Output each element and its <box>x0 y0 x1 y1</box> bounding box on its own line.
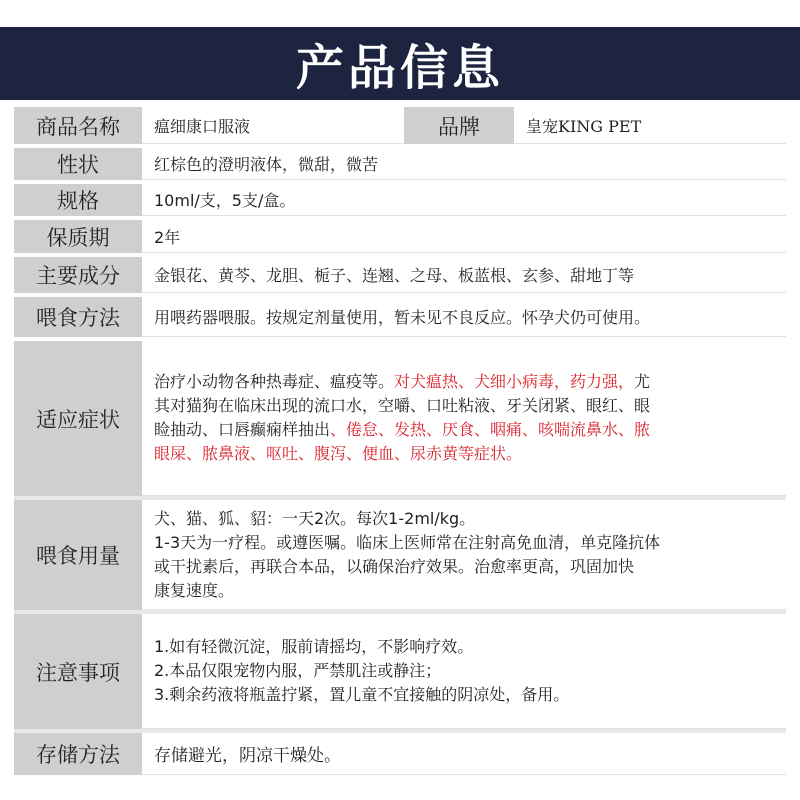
title-banner <box>0 27 800 100</box>
table-row <box>14 500 786 610</box>
text-segment: 治疗小动物各种热毒症、瘟疫等。 <box>154 372 395 391</box>
text-segment: 2.本品仅限宠物内服，严禁肌注或静注； <box>154 661 442 680</box>
row-value <box>142 614 786 729</box>
page-title: 产品信息 <box>295 40 504 96</box>
row-value: 红棕色的澄明液体，微甜，微苦 <box>142 148 786 180</box>
text-segment: 犬、猫、狐、貂：一天2次。每次1-2ml/kg。 <box>154 508 476 528</box>
dosage-text <box>154 507 660 603</box>
text-line <box>154 579 660 603</box>
text-segment: 3.剩余药液将瓶盖拧紧，置儿童不宜接触的阴凉处，备用。 <box>154 685 570 704</box>
row-value: 用喂药器喂服。按规定剂量使用，暂未见不良反应。怀孕犬仍可使用。 <box>142 297 786 337</box>
text-line <box>154 555 660 579</box>
text-line <box>154 659 569 683</box>
text-segment: 1-3天为一疗程。或遵医嘱。临床上医师常在注射高免血清，单克隆抗体 <box>154 532 661 552</box>
highlight-text: 、倦怠、发热、厌食、咽痛、咳喘流鼻水、脓 <box>330 420 651 439</box>
text-segment: 或干扰素后，再联合本品，以确保治疗效果。治愈率更高，巩固加快 <box>154 556 635 576</box>
text-segment: 尤 <box>634 372 651 391</box>
table-row <box>14 341 786 496</box>
brand-value: 皇宠KING PET <box>514 107 786 144</box>
row-value: 2年 <box>142 220 786 253</box>
text-line <box>154 394 650 418</box>
text-line <box>154 418 650 442</box>
highlight-text: 眼屎、脓鼻液、呕吐、腹泻、便血、尿赤黄等症状。 <box>154 444 523 463</box>
brand-label: 品牌 <box>404 107 514 144</box>
row-value: 瘟细康口服液 <box>142 107 404 144</box>
table-row <box>14 257 786 293</box>
table-row <box>14 614 786 729</box>
row-label: 注意事项 <box>14 614 142 729</box>
product-info-table <box>14 107 786 800</box>
text-segment: 睑抽动、口唇癫痫样抽出 <box>154 420 331 439</box>
table-row <box>14 148 786 180</box>
indications-text <box>154 370 650 466</box>
text-segment: 康复速度。 <box>154 580 235 600</box>
table-row <box>14 107 786 144</box>
row-value: 金银花、黄芩、龙胆、栀子、连翘、之母、板蓝根、玄参、甜地丁等 <box>142 257 786 293</box>
row-label: 喂食方法 <box>14 297 142 337</box>
table-row <box>14 297 786 337</box>
row-label: 主要成分 <box>14 257 142 293</box>
row-label: 性状 <box>14 148 142 180</box>
text-line <box>154 635 569 659</box>
row-value: 存储避光，阴凉干燥处。 <box>142 733 786 775</box>
text-line <box>154 683 569 707</box>
row-label: 商品名称 <box>14 107 142 144</box>
highlight-text: 对犬瘟热、犬细小病毒，药力强， <box>394 372 635 391</box>
text-line <box>154 531 660 555</box>
text-segment: 其对猫狗在临床出现的流口水，空嚼、口吐粘液、牙关闭紧、眼红、眼 <box>154 396 651 415</box>
row-label: 适应症状 <box>14 341 142 496</box>
table-row <box>14 733 786 775</box>
text-line <box>154 370 650 394</box>
table-row <box>14 220 786 253</box>
text-line <box>154 507 660 531</box>
row-label: 喂食用量 <box>14 500 142 610</box>
row-value: 10ml/支，5支/盒。 <box>142 184 786 216</box>
row-label: 规格 <box>14 184 142 216</box>
row-value <box>142 341 786 496</box>
row-label: 保质期 <box>14 220 142 253</box>
row-value <box>142 500 786 610</box>
table-row <box>14 184 786 216</box>
text-segment: 1.如有轻微沉淀，服前请摇均，不影响疗效。 <box>154 637 474 656</box>
precautions-text <box>154 635 569 707</box>
row-label: 存储方法 <box>14 733 142 775</box>
text-line <box>154 442 650 466</box>
